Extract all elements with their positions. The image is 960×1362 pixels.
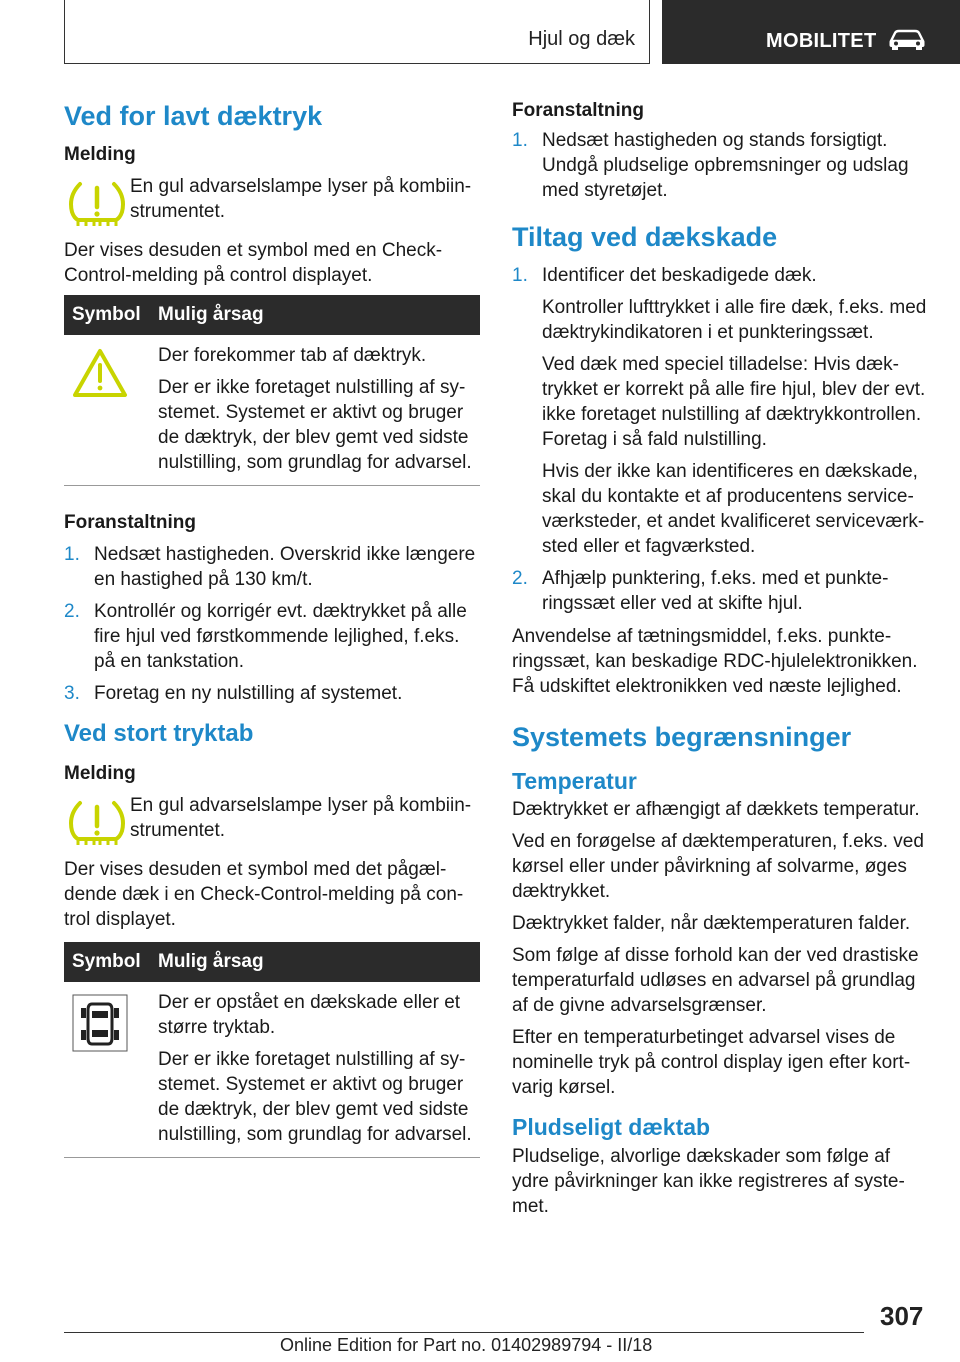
table-header-cause: Mulig årsag xyxy=(158,304,264,326)
list-item: 1. Identificer det beskadigede dæk. Kontroller lufttrykket i alle fire dæk, f.eks. med dæktrykindikatoren i et punkteringssæt. Ved dæk med speciel tilladelse: Hvis dæktrykket er korrekt på alle fire hjul, blev der evt. ikke foretaget nulstilling af dæktrykkontrollen. Foretag i så fald nulstilling. Hvis der ikke kan identificeres en dækskade, skal du kontakte et af producentens serviceværksteder, et andet kvalificeret serviceværksted eller et fagværksted. xyxy=(512,265,927,558)
table-cell-symbol xyxy=(64,343,158,475)
step-text: Afhjælp punktering, f.eks. med et punkteringssæt eller ved at skifte hjul. xyxy=(542,568,889,615)
footer-divider xyxy=(64,1332,864,1333)
list-item: 1. Nedsæt hastigheden og stands forsigtigt. Undgå pludselige opbremsninger og udslag med styretøjet. xyxy=(512,130,909,201)
steps-list xyxy=(512,128,928,203)
paragraph: Anvendelse af tætningsmiddel, f.eks. punkteringssæt, kan beskadige RDC-hjulelektronikken. Få udskiftet elektronikken ved næste lejlighed. xyxy=(512,626,918,698)
melding-label: Melding xyxy=(64,763,136,785)
cause-text: Der er opstået en dækskade eller et større tryktab. xyxy=(158,992,461,1039)
left-column xyxy=(64,100,480,1172)
heading-stort-tryktab: Ved stort tryktab xyxy=(64,720,254,748)
header-section-box xyxy=(64,0,650,64)
table-cell-cause xyxy=(158,343,480,475)
table-header xyxy=(64,295,480,335)
list-item: 3. Foretag en ny nulstilling af systemet. xyxy=(64,683,403,705)
foranstaltning-label: Foranstaltning xyxy=(64,512,196,534)
table-header xyxy=(64,942,480,982)
paragraph: Der vises desuden et symbol med det pågældende dæk i en Check-Control-melding på control displayet. xyxy=(64,859,464,931)
paragraph: Ved en forøgelse af dæktemperaturen, f.eks. ved kørsel eller under påvirkning af solvarme, øges dæktrykket. xyxy=(512,831,924,903)
heading-tiltag: Tiltag ved dækskade xyxy=(512,222,778,252)
car-icon xyxy=(888,28,926,50)
table-cell-cause xyxy=(158,990,480,1147)
symbol-table xyxy=(64,295,480,486)
heading-pludseligt: Pludseligt dæktab xyxy=(512,1114,711,1141)
list-item: 2. Afhjælp punktering, f.eks. med et punkteringssæt eller ved at skifte hjul. xyxy=(512,566,928,616)
heading-begraensninger: Systemets begrænsninger xyxy=(512,722,852,753)
paragraph: Pludselige, alvorlige dækskader som følge af ydre påvirkninger kan ikke registreres af systemet. xyxy=(512,1145,905,1217)
steps-list xyxy=(64,542,480,706)
car-tire-damage-icon xyxy=(72,994,128,1052)
tire-pressure-warning-icon xyxy=(64,180,130,230)
table-header-symbol: Symbol xyxy=(72,304,141,326)
step-text: Ved dæk med speciel tilladelse: Hvis dæktrykket er korrekt på alle fire hjul, blev der evt. ikke foretaget nulstilling af dæktrykkontrollen. Foretag i så fald nulstilling. xyxy=(542,354,926,451)
cause-text: Der er ikke foretaget nulstilling af systemet. Systemet er aktivt og bruger de dæktryk, der blev gemt ved sidste nulstilling, som grundlag for advarsel. xyxy=(158,377,472,474)
foranstaltning-label: Foranstaltning xyxy=(512,100,644,121)
step-text: Identificer det beskadigede dæk. xyxy=(542,265,817,287)
step-text: Kontroller lufttrykket i alle fire dæk, f.eks. med dæktrykindikatoren i et punkteringssæt. xyxy=(542,297,927,344)
table-cell-symbol xyxy=(64,990,158,1147)
melding-label: Melding xyxy=(64,144,136,166)
table-header-symbol: Symbol xyxy=(72,951,141,973)
right-column xyxy=(512,100,928,1226)
melding-row xyxy=(64,174,480,230)
melding-row xyxy=(64,793,480,849)
table-header-cause: Mulig årsag xyxy=(158,951,264,973)
table-row xyxy=(64,335,480,486)
cause-text: Der forekommer tab af dæktryk. xyxy=(158,345,427,367)
melding-text: En gul advarselslampe lyser på kombiinstrumentet. xyxy=(130,795,472,842)
paragraph: Dæktrykket er afhængigt af dækkets temperatur. xyxy=(512,799,920,821)
paragraph: Som følge af disse forhold kan der ved drastiske temperaturfald udløses en advarsel på grundlag af de givne advarselsgrænser. xyxy=(512,945,919,1017)
header-section-title: Hjul og dæk xyxy=(528,28,635,50)
table-row xyxy=(64,982,480,1158)
tire-pressure-warning-icon xyxy=(64,799,130,849)
cause-text: Der er ikke foretaget nulstilling af systemet. Systemet er aktivt og bruger de dæktryk, der blev gemt ved sidste nulstilling, som grundlag for advarsel. xyxy=(158,1049,472,1146)
header-chapter-box xyxy=(662,0,960,64)
paragraph: Efter en temperaturbetinget advarsel vises de nominelle tryk på control display igen efter kortvarig kørsel. xyxy=(512,1027,911,1099)
warning-triangle-icon xyxy=(72,347,128,399)
step-text: Hvis der ikke kan identificeres en dækskade, skal du kontakte et af producentens serviceværksteder, et andet kvalificeret serviceværksted eller et fagværksted. xyxy=(542,461,925,558)
footer-edition: Online Edition for Part no. 01402989794 - II/18 xyxy=(280,1335,653,1355)
page-number: 307 xyxy=(880,1301,924,1331)
header-chapter-title: MOBILITET xyxy=(766,30,877,52)
list-item: 2. Kontrollér og korrigér evt. dæktrykket på alle fire hjul ved førstkommende lejlighed, f.eks. på en tankstation. xyxy=(64,601,467,673)
paragraph: Dæktrykket falder, når dæktemperaturen falder. xyxy=(512,913,911,935)
heading-lavt-daektryk: Ved for lavt dæktryk xyxy=(64,101,323,131)
heading-temperatur: Temperatur xyxy=(512,767,637,794)
symbol-table xyxy=(64,942,480,1158)
melding-text: En gul advarselslampe lyser på kombiinstrumentet. xyxy=(130,176,472,223)
paragraph: Der vises desuden et symbol med en Check-Control-melding på control displayet. xyxy=(64,240,443,287)
list-item: 1. Nedsæt hastigheden. Overskrid ikke længere en hastighed på 130 km/t. xyxy=(64,544,476,591)
steps-list xyxy=(512,263,928,616)
